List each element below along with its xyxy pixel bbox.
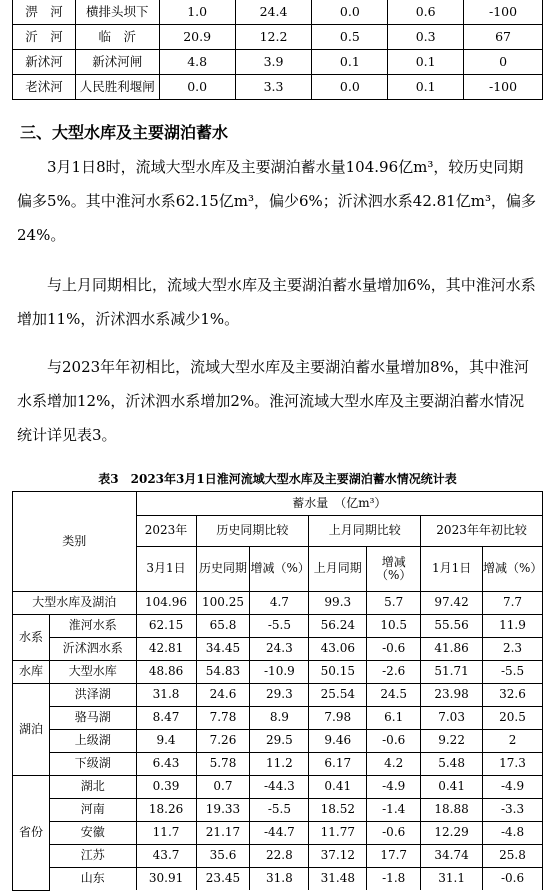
table-cell: 29.3 — [250, 684, 309, 707]
table-cell: 25.8 — [483, 845, 543, 868]
table-row — [13, 75, 543, 100]
table-cell: 7.7 — [483, 592, 543, 615]
table-cell: 2.3 — [483, 638, 543, 661]
header-storage: 蓄水量 （亿m³） — [136, 492, 542, 516]
table-cell: 20.9 — [159, 25, 235, 50]
table-cell: 0.1 — [388, 50, 464, 75]
row-label: 沂沭泗水系 — [49, 638, 136, 661]
table-cell: 8.47 — [136, 707, 196, 730]
table-cell: 17.3 — [483, 753, 543, 776]
table-cell: 37.12 — [309, 845, 367, 868]
row-label: 河南 — [49, 799, 136, 822]
table-cell: 9.46 — [309, 730, 367, 753]
table-cell: 48.86 — [136, 661, 196, 684]
table-cell: 12.29 — [421, 822, 483, 845]
table-cell: 22.8 — [250, 845, 309, 868]
table-cell: 19.33 — [196, 799, 250, 822]
row-label: 山东 — [49, 868, 136, 891]
row-label: 安徽 — [49, 822, 136, 845]
table-cell: 23.45 — [196, 868, 250, 891]
group-label: 湖泊 — [13, 684, 50, 776]
table-cell: 10.5 — [367, 615, 421, 638]
table-row — [13, 776, 543, 799]
table-cell: 6.43 — [136, 753, 196, 776]
paragraph-storage-summary: 3月1日8时，流域大型水库及主要湖泊蓄水量104.96亿m³，较历史同期偏多5%。其中淮河水系62.15亿m³，偏少6%；沂沭泗水系42.81亿m³，偏多24%。 — [17, 158, 536, 244]
table-cell: -5.5 — [250, 615, 309, 638]
group-label: 省份 — [13, 776, 50, 891]
table-row — [13, 822, 543, 845]
table-cell: 7.98 — [309, 707, 367, 730]
table-cell: 24.6 — [196, 684, 250, 707]
table-cell: 31.1 — [421, 868, 483, 891]
section-heading: 三、大型水库及主要湖泊蓄水 — [20, 123, 229, 142]
table-cell: 51.71 — [421, 661, 483, 684]
row-label: 骆马湖 — [49, 707, 136, 730]
table-cell: 0 — [464, 50, 543, 75]
table-cell: 0.1 — [388, 75, 464, 100]
table-cell: 20.5 — [483, 707, 543, 730]
table-cell: 7.78 — [196, 707, 250, 730]
table-cell: 65.8 — [196, 615, 250, 638]
table-cell: 12.2 — [235, 25, 312, 50]
table-cell: -0.6 — [367, 822, 421, 845]
table-cell: 24.3 — [250, 638, 309, 661]
table-row — [13, 799, 543, 822]
table-cell: 3.3 — [235, 75, 312, 100]
table-cell: 0.7 — [196, 776, 250, 799]
table-cell: 新沭河 — [13, 50, 76, 75]
table-cell: 临 沂 — [75, 25, 159, 50]
table-cell: -4.8 — [483, 822, 543, 845]
table-cell: 5.48 — [421, 753, 483, 776]
table-cell: -1.8 — [367, 868, 421, 891]
table-cell: 35.6 — [196, 845, 250, 868]
table-cell: 沂 河 — [13, 25, 76, 50]
table-cell: -100 — [464, 75, 543, 100]
table-cell: 6.1 — [367, 707, 421, 730]
table-cell: 18.52 — [309, 799, 367, 822]
table-caption: 表3 2023年3月1日淮河流域大型水库及主要湖泊蓄水情况统计表 — [98, 472, 457, 486]
table-cell: 7.03 — [421, 707, 483, 730]
row-label: 大型水库 — [49, 661, 136, 684]
table-cell: 4.8 — [159, 50, 235, 75]
table-cell: 9.4 — [136, 730, 196, 753]
table-cell: -4.9 — [483, 776, 543, 799]
table-cell: 0.5 — [312, 25, 388, 50]
table-cell: 31.8 — [250, 868, 309, 891]
table-cell: 62.15 — [136, 615, 196, 638]
table-cell: -3.3 — [483, 799, 543, 822]
group-label: 水系 — [13, 615, 50, 661]
table-cell: 30.91 — [136, 868, 196, 891]
table-cell: 2 — [483, 730, 543, 753]
table-cell: -44.3 — [250, 776, 309, 799]
header-hist-same: 历史同期 — [196, 547, 250, 592]
header-start-change: 增减（%） — [483, 547, 543, 592]
table-cell: 老沭河 — [13, 75, 76, 100]
table-cell: 23.98 — [421, 684, 483, 707]
table-cell: 97.42 — [421, 592, 483, 615]
header-prev-month: 上月同期 — [309, 547, 367, 592]
header-hist-compare: 历史同期比较 — [196, 516, 309, 547]
table-row — [13, 661, 543, 684]
table-cell: 54.83 — [196, 661, 250, 684]
header-hist-change: 增减（%） — [250, 547, 309, 592]
table-cell: 7.26 — [196, 730, 250, 753]
table-row-total — [13, 592, 543, 615]
table-cell: 56.24 — [309, 615, 367, 638]
row-label-total: 大型水库及湖泊 — [13, 592, 137, 615]
table-cell: 32.6 — [483, 684, 543, 707]
table-cell: -0.6 — [483, 868, 543, 891]
header-2023: 2023年 — [136, 516, 196, 547]
table-cell: 43.7 — [136, 845, 196, 868]
table-row — [13, 25, 543, 50]
header-prev-change: 增减（%） — [367, 547, 421, 592]
table-cell: 21.17 — [196, 822, 250, 845]
table-cell: 50.15 — [309, 661, 367, 684]
table-cell: 43.06 — [309, 638, 367, 661]
table-row — [13, 0, 543, 25]
table-cell: 5.7 — [367, 592, 421, 615]
header-category: 类别 — [13, 492, 137, 592]
table-cell: 4.7 — [250, 592, 309, 615]
table-cell: 34.45 — [196, 638, 250, 661]
table-cell: -0.6 — [367, 730, 421, 753]
table-cell: -5.5 — [250, 799, 309, 822]
table-cell: -1.4 — [367, 799, 421, 822]
header-year-start-compare: 2023年年初比较 — [421, 516, 543, 547]
table-cell: -5.5 — [483, 661, 543, 684]
table-row — [13, 684, 543, 707]
table-cell: 34.74 — [421, 845, 483, 868]
table-cell: 18.88 — [421, 799, 483, 822]
table-cell: 0.0 — [159, 75, 235, 100]
table-cell: 淠 河 — [13, 0, 76, 25]
table-cell: -44.7 — [250, 822, 309, 845]
table-cell: 0.6 — [388, 0, 464, 25]
table-cell: 42.81 — [136, 638, 196, 661]
table-cell: -100 — [464, 0, 543, 25]
table-cell: 55.56 — [421, 615, 483, 638]
river-flow-table — [12, 0, 543, 100]
table-cell: 1.0 — [159, 0, 235, 25]
table-cell: 8.9 — [250, 707, 309, 730]
table-cell: 24.5 — [367, 684, 421, 707]
table-cell: 67 — [464, 25, 543, 50]
table-cell: 横排头坝下 — [75, 0, 159, 25]
table-cell: 9.22 — [421, 730, 483, 753]
table-cell: 0.3 — [388, 25, 464, 50]
table-cell: 0.39 — [136, 776, 196, 799]
table-cell: 11.77 — [309, 822, 367, 845]
row-label: 上级湖 — [49, 730, 136, 753]
table-cell: 99.3 — [309, 592, 367, 615]
table-cell: 0.1 — [312, 50, 388, 75]
table-row — [13, 638, 543, 661]
table-cell: 0.0 — [312, 0, 388, 25]
row-label: 淮河水系 — [49, 615, 136, 638]
header-prev-compare: 上月同期比较 — [309, 516, 421, 547]
table-cell: 18.26 — [136, 799, 196, 822]
table-row — [13, 753, 543, 776]
row-label: 湖北 — [49, 776, 136, 799]
table-cell: 17.7 — [367, 845, 421, 868]
table-cell: 104.96 — [136, 592, 196, 615]
table-row — [13, 50, 543, 75]
table-cell: 5.78 — [196, 753, 250, 776]
paragraph-monthly-compare: 与上月同期相比，流域大型水库及主要湖泊蓄水量增加6%，其中淮河水系增加11%，沂沭泗水系减少1%。 — [17, 276, 536, 328]
group-label: 水库 — [13, 661, 50, 684]
table-cell: 新沭河闸 — [75, 50, 159, 75]
table-cell: -10.9 — [250, 661, 309, 684]
table-cell: 6.17 — [309, 753, 367, 776]
row-label: 下级湖 — [49, 753, 136, 776]
table-cell: 11.2 — [250, 753, 309, 776]
paragraph-year-start-compare: 与2023年年初相比，流域大型水库及主要湖泊蓄水量增加8%，其中淮河水系增加12%，沂沭泗水系增加2%。淮河流域大型水库及主要湖泊蓄水情况统计详见表3。 — [17, 358, 529, 444]
table-cell: 25.54 — [309, 684, 367, 707]
table-row — [13, 730, 543, 753]
table-cell: 41.86 — [421, 638, 483, 661]
table-row — [13, 845, 543, 868]
table-cell: 0.41 — [309, 776, 367, 799]
table-cell: 29.5 — [250, 730, 309, 753]
header-date: 3月1日 — [136, 547, 196, 592]
header-jan1: 1月1日 — [421, 547, 483, 592]
table-cell: 11.7 — [136, 822, 196, 845]
table-cell: 0.0 — [312, 75, 388, 100]
table-cell: -2.6 — [367, 661, 421, 684]
table-cell: 31.48 — [309, 868, 367, 891]
table-cell: 3.9 — [235, 50, 312, 75]
table-cell: 31.8 — [136, 684, 196, 707]
table-cell: -4.9 — [367, 776, 421, 799]
row-label: 江苏 — [49, 845, 136, 868]
table-row — [13, 868, 543, 891]
table-cell: 11.9 — [483, 615, 543, 638]
table-cell: 24.4 — [235, 0, 312, 25]
table-cell: 100.25 — [196, 592, 250, 615]
table-row — [13, 615, 543, 638]
table-row — [13, 707, 543, 730]
row-label: 洪泽湖 — [49, 684, 136, 707]
table-cell: 4.2 — [367, 753, 421, 776]
table-cell: -0.6 — [367, 638, 421, 661]
table-cell: 人民胜利堰闸 — [75, 75, 159, 100]
reservoir-storage-table — [12, 491, 543, 891]
table-cell: 0.41 — [421, 776, 483, 799]
